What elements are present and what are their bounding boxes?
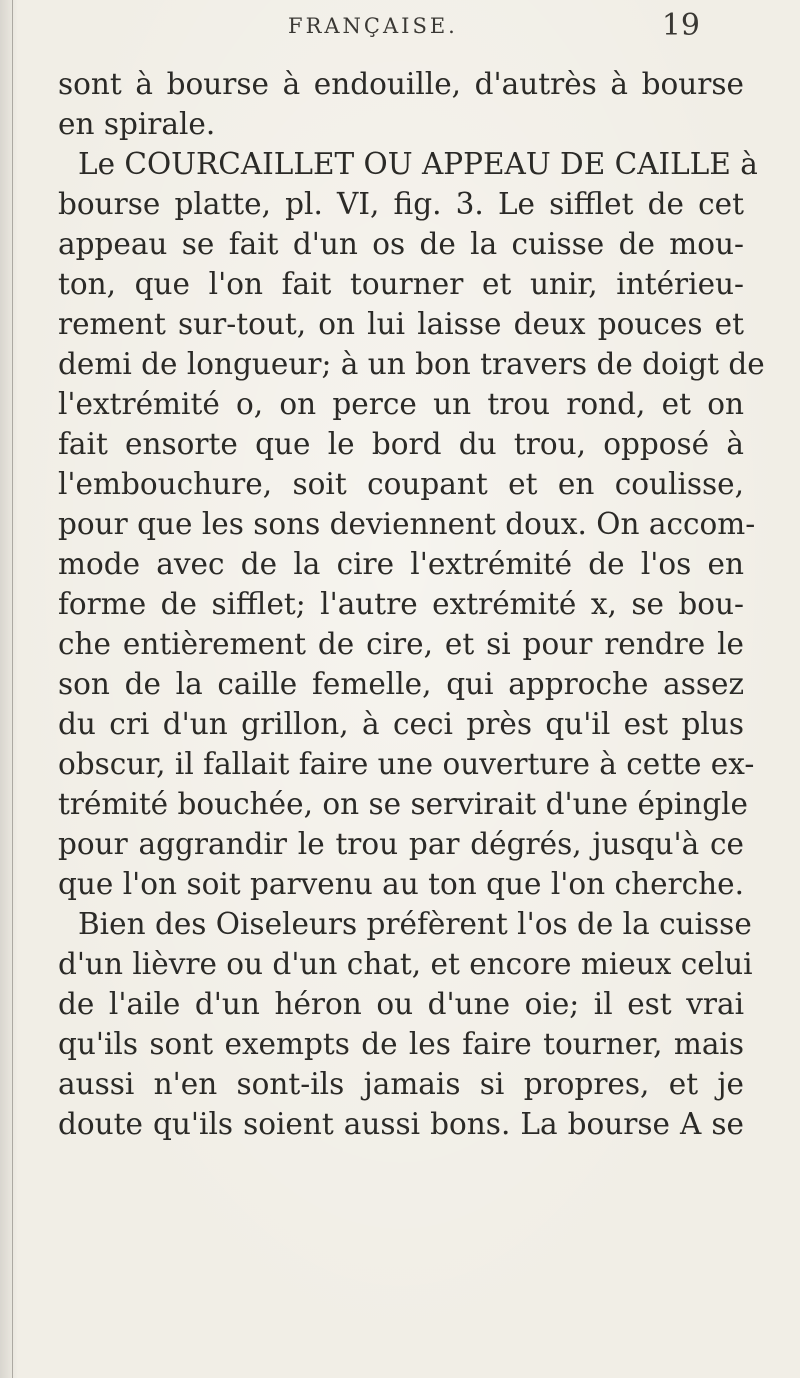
- page-number: 19: [661, 8, 700, 43]
- text-line: l'embouchure, soit coupant et en coulisse,: [58, 467, 744, 501]
- text-line: forme de sifflet; l'autre extrémité x, se bou-: [58, 587, 744, 621]
- text-line: appeau se fait d'un os de la cuisse de mou-: [58, 227, 744, 261]
- text-line: qu'ils sont exempts de les faire tourner, mais: [58, 1027, 744, 1061]
- body-text: [58, 64, 765, 1144]
- text-line: che entièrement de cire, et si pour rendre le: [58, 627, 744, 661]
- text-line: que l'on soit parvenu au ton que l'on cherche.: [58, 867, 744, 901]
- page-header: [60, 8, 760, 48]
- text-line: Le COURCAILLET OU APPEAU DE CAILLE à: [78, 147, 758, 181]
- text-line: ton, que l'on fait tourner et unir, intérieu-: [58, 267, 744, 301]
- text-line: du cri d'un grillon, à ceci près qu'il est plus: [58, 707, 744, 741]
- text-line: pour que les sons deviennent doux. On accom-: [58, 507, 756, 541]
- text-line: trémité bouchée, on se servirait d'une épingle: [58, 787, 748, 821]
- binding-shadow: [0, 0, 18, 1378]
- text-line: mode avec de la cire l'extrémité de l'os en: [58, 547, 744, 581]
- text-line: aussi n'en sont-ils jamais si propres, et je: [58, 1067, 744, 1101]
- text-line: demi de longueur; à un bon travers de doigt de: [58, 347, 765, 381]
- text-line: l'extrémité o, on perce un trou rond, et on: [58, 387, 744, 421]
- text-line: de l'aile d'un héron ou d'une oie; il est vrai: [58, 987, 744, 1021]
- text-line: bourse platte, pl. VI, fig. 3. Le sifflet de cet: [58, 187, 744, 221]
- text-line: fait ensorte que le bord du trou, opposé à: [58, 427, 744, 461]
- text-line: son de la caille femelle, qui approche assez: [58, 667, 744, 701]
- text-line: pour aggrandir le trou par dégrés, jusqu'à ce: [58, 827, 744, 861]
- text-line: sont à bourse à endouille, d'autrès à bourse: [58, 67, 744, 101]
- text-line: obscur, il fallait faire une ouverture à cette ex-: [58, 747, 755, 781]
- text-line: d'un lièvre ou d'un chat, et encore mieux celui: [58, 947, 753, 981]
- text-line: doute qu'ils soient aussi bons. La bourse A se: [58, 1107, 744, 1141]
- page-edge-line: [12, 0, 13, 1378]
- running-head: FRANÇAISE.: [288, 14, 458, 38]
- text-line: en spirale.: [58, 107, 216, 141]
- text-line: rement sur-tout, on lui laisse deux pouces et: [58, 307, 744, 341]
- text-line: Bien des Oiseleurs préfèrent l'os de la cuisse: [78, 907, 752, 941]
